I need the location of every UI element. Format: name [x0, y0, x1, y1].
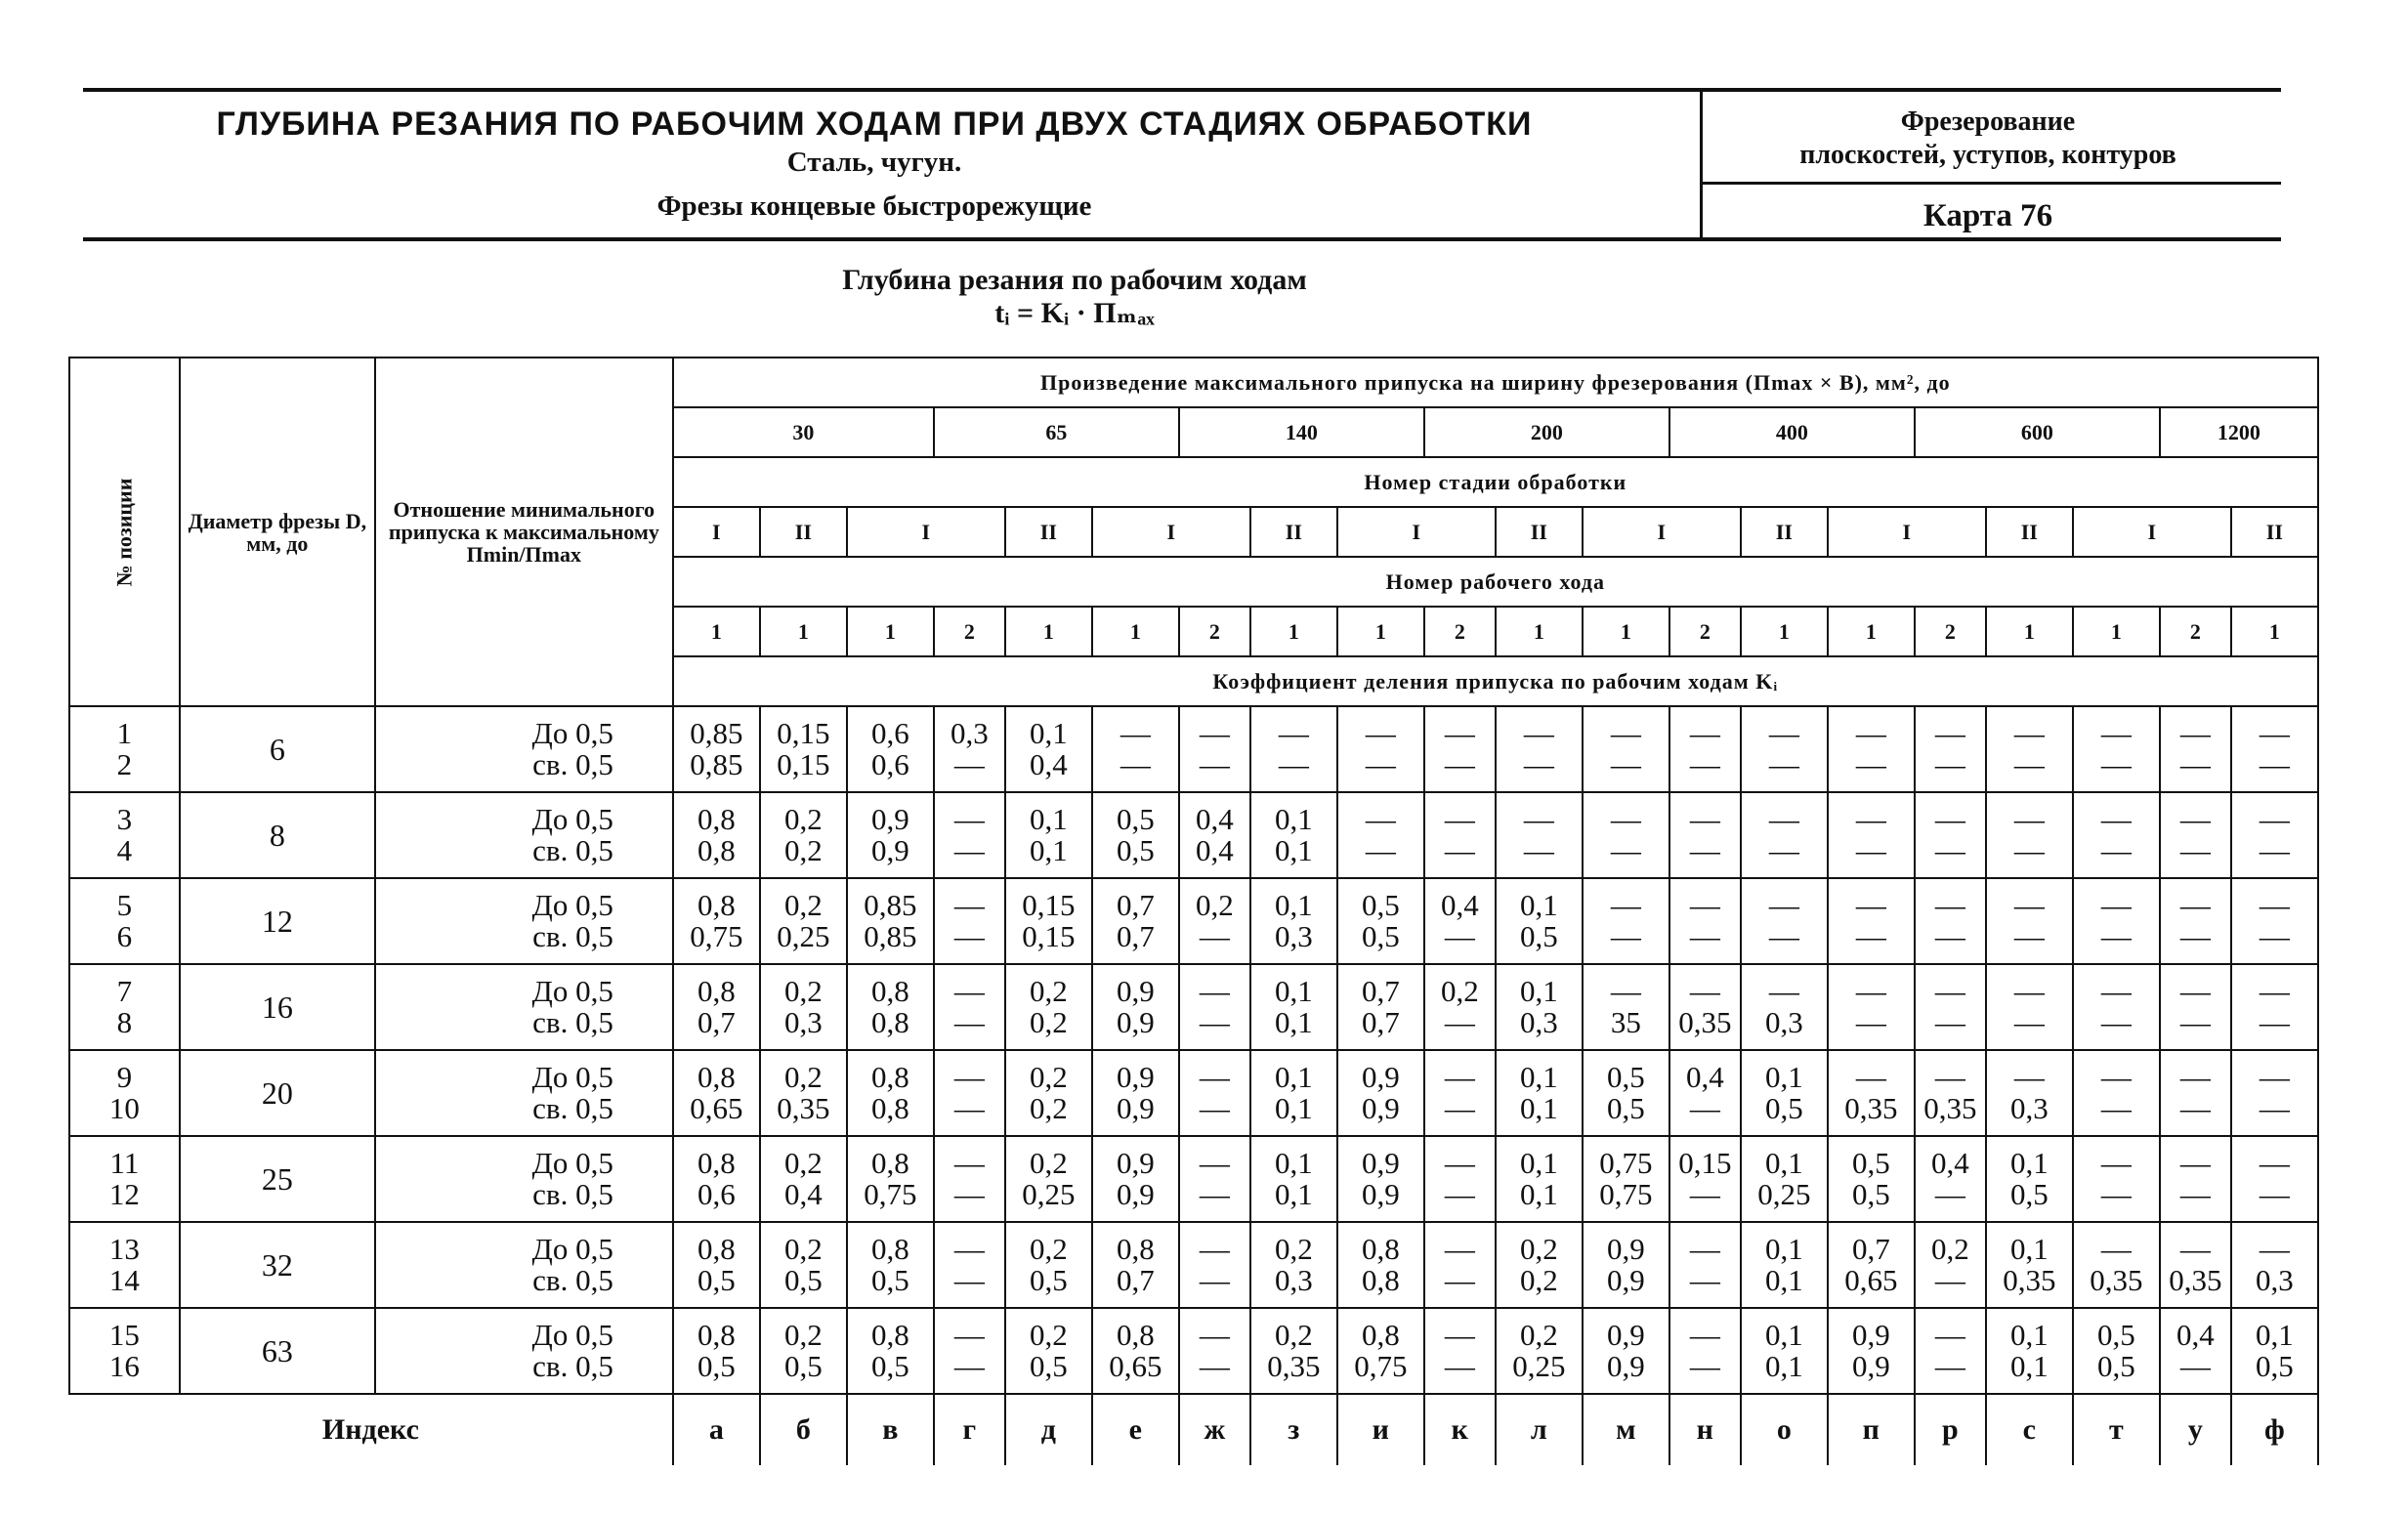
diameter-cell: 63 [180, 1308, 375, 1394]
formula-title: Глубина резания по рабочим ходам [842, 264, 1307, 296]
diameter-cell: 32 [180, 1222, 375, 1308]
coef-cell: — — [2160, 1050, 2231, 1136]
index-letter: ф [2231, 1394, 2318, 1465]
coef-cell: — — [2073, 964, 2160, 1050]
coef-cell: 0,1 0,1 [1250, 792, 1337, 878]
coef-cell: — 0,35 [1828, 1050, 1915, 1136]
coef-cell: 0,1 0,1 [1741, 1308, 1828, 1394]
coef-cell: 0,2 0,2 [1005, 1050, 1092, 1136]
ratio-cell: До 0,5 св. 0,5 [375, 878, 673, 964]
index-letter: м [1583, 1394, 1669, 1465]
right-header-divider [1703, 182, 2281, 185]
coef-cell: 0,85 0,85 [847, 878, 934, 964]
data-table [68, 357, 2319, 1465]
coef-cell: — — [1986, 792, 2073, 878]
stage-number: I [1337, 507, 1496, 557]
coef-cell: 0,5 0,5 [1092, 792, 1179, 878]
coef-cell: — — [1583, 706, 1669, 792]
col-diameter-header: Диаметр фрезы D, мм, до [180, 358, 375, 706]
coef-cell: — — [1424, 706, 1496, 792]
coef-cell: — — [1424, 1222, 1496, 1308]
coef-cell: 0,5 0,5 [2073, 1308, 2160, 1394]
coef-cell: — — [934, 878, 1005, 964]
pass-number: 1 [673, 607, 760, 656]
coef-cell: — — [2231, 964, 2318, 1050]
coef-cell: — — [1828, 878, 1915, 964]
table-row [69, 878, 2318, 964]
coef-cell: — — [1915, 878, 1986, 964]
coef-cell: 0,8 0,7 [1092, 1222, 1179, 1308]
index-letter: и [1337, 1394, 1424, 1465]
coef-cell: 0,4 — [1915, 1136, 1986, 1222]
coef-cell: 0,9 0,9 [1337, 1050, 1424, 1136]
stage-group-header: Номер стадии обработки [673, 457, 2318, 507]
index-letter: д [1005, 1394, 1092, 1465]
coef-cell: — — [2231, 1136, 2318, 1222]
coef-cell: — 35 [1583, 964, 1669, 1050]
coef-cell: — 0,35 [2073, 1222, 2160, 1308]
coef-cell: — — [1179, 964, 1250, 1050]
coef-cell: — — [1583, 878, 1669, 964]
coef-cell: — — [934, 1308, 1005, 1394]
index-letter: г [934, 1394, 1005, 1465]
position-cell: 7 8 [69, 964, 180, 1050]
coef-cell: 0,1 0,1 [1250, 1136, 1337, 1222]
pass-number: 1 [1828, 607, 1915, 656]
coef-cell: — — [1741, 878, 1828, 964]
table-row [69, 792, 2318, 878]
coef-cell: — — [1337, 706, 1424, 792]
ratio-cell: До 0,5 св. 0,5 [375, 1222, 673, 1308]
coef-cell: 0,2 0,5 [1005, 1222, 1092, 1308]
coef-cell: — — [2231, 1050, 2318, 1136]
coef-cell: 0,8 0,5 [847, 1222, 934, 1308]
table-row [69, 1308, 2318, 1394]
position-cell: 1 2 [69, 706, 180, 792]
coef-cell: — — [1741, 792, 1828, 878]
coef-cell: — — [1986, 878, 2073, 964]
coef-cell: 0,6 0,6 [847, 706, 934, 792]
page-title: ГЛУБИНА РЕЗАНИЯ ПО РАБОЧИМ ХОДАМ ПРИ ДВУХ СТАДИЯХ ОБРАБОТКИ [216, 105, 1533, 143]
product-value: 600 [1915, 407, 2160, 457]
coef-cell: 0,8 0,75 [673, 878, 760, 964]
coef-cell: — — [2160, 964, 2231, 1050]
coef-cell: 0,7 0,65 [1828, 1222, 1915, 1308]
stage-number: II [1496, 507, 1583, 557]
coef-cell: 0,8 0,65 [673, 1050, 760, 1136]
coef-cell: — — [2231, 878, 2318, 964]
stage-number: II [2231, 507, 2318, 557]
coef-cell: 0,8 0,65 [1092, 1308, 1179, 1394]
table-row [69, 706, 2318, 792]
index-letter: е [1092, 1394, 1179, 1465]
index-letter: з [1250, 1394, 1337, 1465]
coef-cell: 0,9 0,9 [1583, 1308, 1669, 1394]
index-letter: б [760, 1394, 847, 1465]
coef-cell: 0,1 0,5 [1986, 1136, 2073, 1222]
coef-cell: — — [934, 1136, 1005, 1222]
coef-cell: — — [1179, 1308, 1250, 1394]
coef-cell: — — [2231, 792, 2318, 878]
coef-cell: 0,8 0,8 [847, 964, 934, 1050]
coef-cell: — 0,3 [1986, 1050, 2073, 1136]
index-row [69, 1394, 2318, 1465]
ratio-cell: До 0,5 св. 0,5 [375, 1308, 673, 1394]
pass-number: 1 [1741, 607, 1828, 656]
pass-number: 1 [1986, 607, 2073, 656]
pass-number: 1 [847, 607, 934, 656]
coef-cell: — — [1669, 792, 1741, 878]
material-subtitle: Сталь, чугун. [786, 147, 962, 178]
coef-cell: 0,9 0,9 [1828, 1308, 1915, 1394]
coef-cell: — — [934, 792, 1005, 878]
coef-cell: 0,85 0,85 [673, 706, 760, 792]
coef-cell: 0,2 — [1915, 1222, 1986, 1308]
pass-number: 1 [1496, 607, 1583, 656]
diameter-cell: 16 [180, 964, 375, 1050]
stage-number: II [760, 507, 847, 557]
index-letter: к [1424, 1394, 1496, 1465]
coef-cell: — — [1915, 964, 1986, 1050]
coef-cell: — — [2160, 792, 2231, 878]
coef-cell: 0,2 0,5 [1005, 1308, 1092, 1394]
stage-number: I [673, 507, 760, 557]
product-value: 140 [1179, 407, 1424, 457]
coef-cell: 0,15 0,15 [1005, 878, 1092, 964]
position-cell: 9 10 [69, 1050, 180, 1136]
coef-cell: 0,2 0,3 [760, 964, 847, 1050]
coef-cell: 0,1 0,35 [1986, 1222, 2073, 1308]
coef-cell: — — [1986, 706, 2073, 792]
ratio-cell: До 0,5 св. 0,5 [375, 792, 673, 878]
coef-cell: 0,1 0,3 [1250, 878, 1337, 964]
coef-cell: — — [1250, 706, 1337, 792]
coef-cell: — — [934, 1050, 1005, 1136]
index-letter: в [847, 1394, 934, 1465]
index-letter: р [1915, 1394, 1986, 1465]
coef-cell: 0,15 0,15 [760, 706, 847, 792]
stage-number: I [1583, 507, 1741, 557]
coef-cell: — — [1583, 792, 1669, 878]
product-group-header: Произведение максимального припуска на ширину фрезерования (Пmax × B), мм², до [673, 358, 2318, 407]
pass-number: 2 [1915, 607, 1986, 656]
coef-cell: — — [1179, 706, 1250, 792]
coef-cell: 0,8 0,75 [847, 1136, 934, 1222]
col-position-header: № позиции [69, 358, 180, 706]
ratio-cell: До 0,5 св. 0,5 [375, 1136, 673, 1222]
pass-group-header: Номер рабочего хода [673, 557, 2318, 607]
coef-cell: — — [1496, 706, 1583, 792]
coef-cell: 0,15 — [1669, 1136, 1741, 1222]
product-value: 1200 [2160, 407, 2318, 457]
index-label: Индекс [69, 1394, 673, 1465]
stage-number: I [2073, 507, 2231, 557]
coef-cell: 0,9 0,9 [1092, 964, 1179, 1050]
coef-cell: — — [1828, 706, 1915, 792]
coef-cell: 0,5 0,5 [1828, 1136, 1915, 1222]
coef-cell: 0,9 0,9 [1092, 1050, 1179, 1136]
coef-cell: 0,1 0,1 [1005, 792, 1092, 878]
coef-cell: — — [1179, 1136, 1250, 1222]
coef-cell: — — [2231, 706, 2318, 792]
coef-cell: 0,1 0,5 [2231, 1308, 2318, 1394]
header-row-product [69, 358, 2318, 407]
pass-number: 1 [1337, 607, 1424, 656]
coef-cell: — — [1669, 1222, 1741, 1308]
pass-number: 1 [1005, 607, 1092, 656]
pass-number: 1 [1583, 607, 1669, 656]
pass-number: 2 [2160, 607, 2231, 656]
coef-cell: — — [1741, 706, 1828, 792]
coef-cell: 0,1 0,5 [1741, 1050, 1828, 1136]
operation-line-2: плоскостей, уступов, контуров [1799, 140, 2176, 170]
coef-cell: 0,8 0,5 [673, 1308, 760, 1394]
coef-cell: 0,8 0,5 [673, 1222, 760, 1308]
product-value: 30 [673, 407, 934, 457]
diameter-cell: 25 [180, 1136, 375, 1222]
diameter-cell: 20 [180, 1050, 375, 1136]
coef-cell: 0,2 0,5 [760, 1308, 847, 1394]
pass-number: 2 [1179, 607, 1250, 656]
coef-cell: 0,9 0,9 [1092, 1136, 1179, 1222]
pass-number: 1 [2073, 607, 2160, 656]
coef-cell: 0,2 0,35 [760, 1050, 847, 1136]
product-value: 200 [1424, 407, 1669, 457]
coef-cell: 0,8 0,75 [1337, 1308, 1424, 1394]
coef-cell: — — [1092, 706, 1179, 792]
coef-cell: 0,7 0,7 [1092, 878, 1179, 964]
diameter-cell: 12 [180, 878, 375, 964]
coef-cell: — — [934, 964, 1005, 1050]
index-letter: о [1741, 1394, 1828, 1465]
coef-cell: — 0,3 [2231, 1222, 2318, 1308]
coef-cell: 0,1 0,3 [1496, 964, 1583, 1050]
coef-cell: 0,8 0,5 [847, 1308, 934, 1394]
coef-cell: 0,9 0,9 [1583, 1222, 1669, 1308]
table-row [69, 1050, 2318, 1136]
coef-cell: 0,1 0,4 [1005, 706, 1092, 792]
coef-cell: — — [2160, 706, 2231, 792]
index-letter: н [1669, 1394, 1741, 1465]
index-letter: п [1828, 1394, 1915, 1465]
coef-cell: 0,5 0,5 [1337, 878, 1424, 964]
table-row [69, 1136, 2318, 1222]
pass-number: 2 [1424, 607, 1496, 656]
coef-cell: — 0,35 [1669, 964, 1741, 1050]
index-letter: л [1496, 1394, 1583, 1465]
product-value: 65 [934, 407, 1179, 457]
coef-cell: 0,4 — [1669, 1050, 1741, 1136]
operation-line-1: Фрезерование [1900, 106, 2076, 137]
coef-cell: — — [1179, 1050, 1250, 1136]
coef-cell: — — [2160, 1136, 2231, 1222]
coef-cell: 0,2 — [1424, 964, 1496, 1050]
product-value: 400 [1669, 407, 1915, 457]
coef-cell: — — [1496, 792, 1583, 878]
coef-cell: — — [1915, 1308, 1986, 1394]
coef-cell: — — [1915, 792, 1986, 878]
ratio-cell: До 0,5 св. 0,5 [375, 1050, 673, 1136]
pass-number: 2 [1669, 607, 1741, 656]
coef-cell: — — [1424, 1136, 1496, 1222]
coef-cell: 0,2 0,35 [1250, 1308, 1337, 1394]
coef-cell: 0,1 0,5 [1496, 878, 1583, 964]
coef-cell: — — [1424, 1308, 1496, 1394]
coef-cell: — — [2160, 878, 2231, 964]
ratio-cell: До 0,5 св. 0,5 [375, 964, 673, 1050]
coef-cell: — 0,3 [1741, 964, 1828, 1050]
coef-cell: — — [1669, 706, 1741, 792]
top-rule [83, 88, 2281, 92]
index-letter: ж [1179, 1394, 1250, 1465]
card-number: Карта 76 [1922, 198, 2053, 233]
coef-cell: 0,4 — [1424, 878, 1496, 964]
coef-cell: — — [2073, 878, 2160, 964]
stage-number: II [1005, 507, 1092, 557]
coef-cell: 0,8 0,6 [673, 1136, 760, 1222]
coef-cell: 0,2 0,25 [1005, 1136, 1092, 1222]
coef-cell: 0,9 0,9 [1337, 1136, 1424, 1222]
coef-cell: 0,1 0,1 [1250, 1050, 1337, 1136]
position-cell: 11 12 [69, 1136, 180, 1222]
table-body [69, 706, 2318, 1465]
coef-cell: 0,7 0,7 [1337, 964, 1424, 1050]
coef-cell: 0,2 0,4 [760, 1136, 847, 1222]
coef-cell: — — [934, 1222, 1005, 1308]
operation-block [1690, 105, 2286, 172]
coef-cell: 0,1 0,1 [1496, 1136, 1583, 1222]
pass-number: 1 [2231, 607, 2318, 656]
coef-cell: 0,2 0,25 [760, 878, 847, 964]
coef-cell: — — [2073, 792, 2160, 878]
index-letter: у [2160, 1394, 2231, 1465]
coef-cell: — — [1424, 792, 1496, 878]
index-letter: а [673, 1394, 760, 1465]
coef-cell: 0,75 0,75 [1583, 1136, 1669, 1222]
coef-cell: — 0,35 [1915, 1050, 1986, 1136]
stage-number: II [1250, 507, 1337, 557]
index-letter: с [1986, 1394, 2073, 1465]
coef-cell: 0,8 0,8 [847, 1050, 934, 1136]
coef-cell: 0,1 0,1 [1496, 1050, 1583, 1136]
coef-cell: — — [1424, 1050, 1496, 1136]
coef-cell: 0,8 0,8 [1337, 1222, 1424, 1308]
pass-number: 1 [1092, 607, 1179, 656]
coef-cell: — — [1915, 706, 1986, 792]
coef-cell: — 0,35 [2160, 1222, 2231, 1308]
position-cell: 5 6 [69, 878, 180, 964]
coef-cell: — — [1179, 1222, 1250, 1308]
diameter-cell: 8 [180, 792, 375, 878]
diameter-cell: 6 [180, 706, 375, 792]
index-letter: т [2073, 1394, 2160, 1465]
coef-cell: 0,5 0,5 [1583, 1050, 1669, 1136]
header-bottom-rule [83, 237, 2281, 241]
coef-cell: — — [1986, 964, 2073, 1050]
coef-cell: 0,1 0,1 [1250, 964, 1337, 1050]
coef-cell: 0,1 0,1 [1741, 1222, 1828, 1308]
position-cell: 3 4 [69, 792, 180, 878]
stage-number: I [1828, 507, 1986, 557]
coef-cell: — — [2073, 1050, 2160, 1136]
coef-cell: 0,1 0,1 [1986, 1308, 2073, 1394]
coef-cell: — — [2073, 1136, 2160, 1222]
coef-cell: 0,4 — [2160, 1308, 2231, 1394]
col-ratio-header: Отношение минимального припуска к максимальному Пmin/Пmax [375, 358, 673, 706]
coef-cell: — — [1828, 792, 1915, 878]
coef-cell: 0,8 0,7 [673, 964, 760, 1050]
coef-cell: 0,2 — [1179, 878, 1250, 964]
coef-cell: 0,2 0,2 [760, 792, 847, 878]
coef-cell: 0,3 — [934, 706, 1005, 792]
coef-cell: 0,1 0,25 [1741, 1136, 1828, 1222]
coef-group-header: Коэффициент деления припуска по рабочим ходам Kᵢ [673, 656, 2318, 706]
stage-number: I [1092, 507, 1250, 557]
coef-cell: 0,2 0,25 [1496, 1308, 1583, 1394]
coef-cell: — — [1669, 1308, 1741, 1394]
pass-number: 1 [760, 607, 847, 656]
coef-cell: 0,9 0,9 [847, 792, 934, 878]
coef-cell: 0,2 0,2 [1005, 964, 1092, 1050]
coef-cell: 0,2 0,5 [760, 1222, 847, 1308]
coef-cell: 0,8 0,8 [673, 792, 760, 878]
ratio-cell: До 0,5 св. 0,5 [375, 706, 673, 792]
pass-number: 1 [1250, 607, 1337, 656]
position-cell: 15 16 [69, 1308, 180, 1394]
cutter-type: Фрезы концевые быстрорежущие [656, 190, 1092, 222]
position-cell: 13 14 [69, 1222, 180, 1308]
coef-cell: — — [1337, 792, 1424, 878]
coef-cell: 0,4 0,4 [1179, 792, 1250, 878]
formula-expression: tᵢ = Kᵢ · Пₘₐₓ [994, 297, 1155, 329]
stage-number: II [1986, 507, 2073, 557]
coef-cell: — — [2073, 706, 2160, 792]
coef-cell: — — [1828, 964, 1915, 1050]
coef-cell: 0,2 0,3 [1250, 1222, 1337, 1308]
table-row [69, 964, 2318, 1050]
coef-cell: — — [1669, 878, 1741, 964]
table-row [69, 1222, 2318, 1308]
pass-number: 2 [934, 607, 1005, 656]
coef-cell: 0,2 0,2 [1496, 1222, 1583, 1308]
stage-number: II [1741, 507, 1828, 557]
stage-number: I [847, 507, 1005, 557]
